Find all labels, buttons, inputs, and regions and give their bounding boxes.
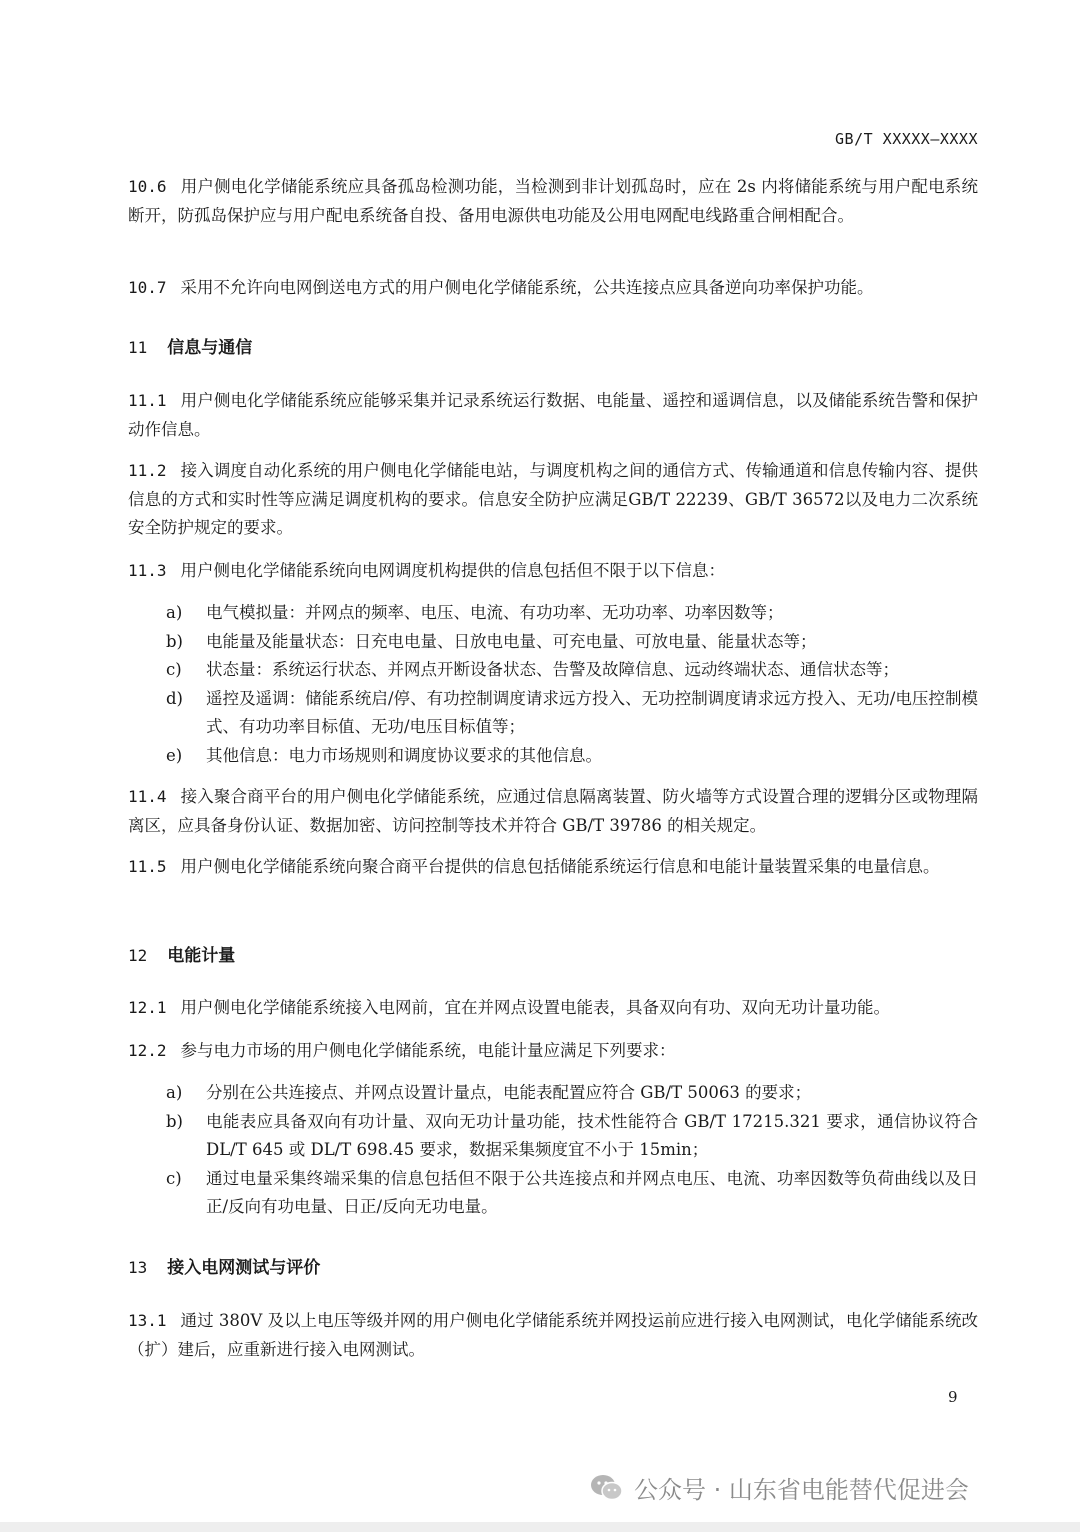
section-heading-11 <box>128 333 252 358</box>
list-item: a) 电气模拟量：并网点的频率、电压、电流、有功功率、无功功率、功率因数等； <box>166 603 784 622</box>
clause-number: 10.6 <box>128 177 167 196</box>
section-number: 13 <box>128 1258 148 1277</box>
watermark <box>590 1470 969 1505</box>
clause-11-5 <box>128 853 978 882</box>
list-item: b) 电能量及能量状态：日充电电量、日放电电量、可充电量、可放电量、能量状态等； <box>166 631 817 651</box>
clause-10-6 <box>128 173 978 230</box>
page-number: 9 <box>948 1388 958 1406</box>
section-number: 11 <box>128 338 148 357</box>
clause-text: 通过 380V 及以上电压等级并网的用户侧电化学储能系统并网投运前应进行接入电网测试，电化学储能系统改（扩）建后，应重新进行接入电网测试。 <box>128 1311 978 1359</box>
clause-10-7 <box>128 274 978 303</box>
section-title: 信息与通信 <box>167 338 253 358</box>
document-code: GB/T XXXXX—XXXX <box>835 130 978 148</box>
clause-number: 10.7 <box>128 278 167 297</box>
clause-11-4 <box>128 783 978 840</box>
clause-text: 用户侧电化学储能系统接入电网前，宜在并网点设置电能表，具备双向有功、双向无功计量功能。 <box>180 998 891 1017</box>
clause-number: 11.2 <box>128 461 167 480</box>
clause-11-3 <box>128 557 978 586</box>
clause-text: 用户侧电化学储能系统应具备孤岛检测功能，当检测到非计划孤岛时，应在 2s 内将储能系统与用户配电系统断开，防孤岛保护应与用户配电系统备自投、备用电源供电功能及公用电网配电线路重合闸相配合。 <box>128 177 978 225</box>
clause-text: 接入聚合商平台的用户侧电化学储能系统，应通过信息隔离装置、防火墙等方式设置合理的逻辑分区或物理隔离区，应具备身份认证、数据加密、访问控制等技术并符合 GB/T 39786 的相关规定。 <box>128 787 978 835</box>
list-item: e) 其他信息：电力市场规则和调度协议要求的其他信息。 <box>166 745 602 765</box>
clause-number: 11.1 <box>128 391 167 410</box>
list-12-2 <box>166 1079 978 1222</box>
list-item: c) 通过电量采集终端采集的信息包括但不限于公共连接点和并网点电压、电流、功率因数等负荷曲线以及日正/反向有功电量、日正/反向无功电量。 <box>166 1168 978 1216</box>
list-11-3 <box>166 599 978 770</box>
clause-text: 用户侧电化学储能系统向电网调度机构提供的信息包括但不限于以下信息： <box>180 561 726 580</box>
list-item: c) 状态量：系统运行状态、并网点开断设备状态、告警及故障信息、远动终端状态、通信状态等； <box>166 660 899 679</box>
clause-number: 11.3 <box>128 561 167 580</box>
clause-13-1 <box>128 1307 978 1364</box>
section-title: 接入电网测试与评价 <box>167 1258 321 1278</box>
section-heading-12 <box>128 941 235 966</box>
clause-text: 参与电力市场的用户侧电化学储能系统，电能计量应满足下列要求： <box>180 1041 676 1060</box>
watermark-text: 公众号 · 山东省电能替代促进会 <box>634 1476 969 1504</box>
clause-number: 11.4 <box>128 787 167 806</box>
wechat-icon <box>590 1474 624 1502</box>
clause-number: 13.1 <box>128 1311 167 1330</box>
bottom-bar <box>0 1522 1080 1532</box>
clause-text: 接入调度自动化系统的用户侧电化学储能电站，与调度机构之间的通信方式、传输通道和信息传输内容、提供信息的方式和实时性等应满足调度机构的要求。信息安全防护应满足GB/T 22239、GB/T 36572以及电力二次系统安全防护规定的要求。 <box>128 461 978 537</box>
clause-number: 12.1 <box>128 998 167 1017</box>
clause-text: 采用不允许向电网倒送电方式的用户侧电化学储能系统，公共连接点应具备逆向功率保护功能。 <box>180 278 874 297</box>
clause-11-2 <box>128 457 978 543</box>
clause-text: 用户侧电化学储能系统向聚合商平台提供的信息包括储能系统运行信息和电能计量装置采集的电量信息。 <box>180 857 940 876</box>
clause-text: 用户侧电化学储能系统应能够采集并记录系统运行数据、电能量、遥控和遥调信息，以及储能系统告警和保护动作信息。 <box>128 391 978 439</box>
clause-12-2 <box>128 1037 978 1066</box>
list-item: d) 遥控及遥调：储能系统启/停、有功控制调度请求远方投入、无功控制调度请求远方投入、无功/电压控制模式、有功功率目标值、无功/电压目标值等； <box>166 688 978 736</box>
clause-11-1 <box>128 387 978 444</box>
section-number: 12 <box>128 946 148 965</box>
clause-number: 12.2 <box>128 1041 167 1060</box>
section-title: 电能计量 <box>167 946 236 966</box>
clause-number: 11.5 <box>128 857 167 876</box>
section-heading-13 <box>128 1253 320 1278</box>
clause-12-1 <box>128 994 978 1023</box>
list-item: b) 电能表应具备双向有功计量、双向无功计量功能，技术性能符合 GB/T 17215.321 要求，通信协议符合 DL/T 645 或 DL/T 698.45 要求，数据采集频度宜不小于 15min； <box>166 1111 978 1159</box>
list-item: a) 分别在公共连接点、并网点设置计量点，电能表配置应符合 GB/T 50063 的要求； <box>166 1083 812 1102</box>
